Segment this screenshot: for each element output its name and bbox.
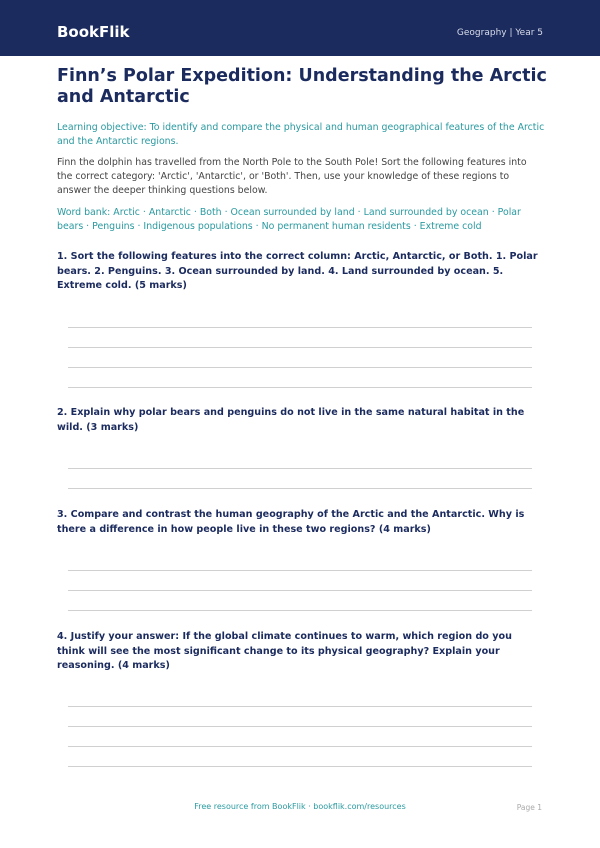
page-number: Page 1	[516, 803, 542, 812]
answer-line[interactable]	[68, 468, 532, 469]
answer-line[interactable]	[68, 766, 532, 767]
answer-line[interactable]	[68, 590, 532, 591]
intro-text: Finn the dolphin has travelled from the North Pole to the South Pole! Sort the following features into the correct category: 'Arctic', 'Antarctic', or 'Both'. Then, use your knowledge of these regions to answer the deeper thinking questions below.	[57, 157, 527, 196]
question-2: 2. Explain why polar bears and penguins do not live in the same natural habitat in the wild. (3 marks)	[57, 407, 525, 433]
answer-line[interactable]	[68, 706, 532, 707]
answer-line[interactable]	[68, 387, 532, 388]
worksheet-title: Finn’s Polar Expedition: Understanding the Arctic and Antarctic	[57, 66, 547, 107]
question-1: 1. Sort the following features into the correct column: Arctic, Antarctic, or Both. 1. Polar bears. 2. Penguins. 3. Ocean surrounded by land. 4. Land surrounded by ocean. 5. Extreme cold. (5 marks)	[57, 251, 538, 291]
answer-line[interactable]	[68, 347, 532, 348]
subject-year-label: Geography | Year 5	[456, 28, 543, 38]
answer-line[interactable]	[68, 746, 532, 747]
question-3: 3. Compare and contrast the human geography of the Arctic and the Antarctic. Why is there a difference in how people live in these two regions? (4 marks)	[57, 509, 525, 535]
learning-objective: Learning objective: To identify and compare the physical and human geographical features of the Arctic and the Antarctic regions.	[57, 122, 545, 147]
word-bank: Word bank: Arctic · Antarctic · Both · Ocean surrounded by land · Land surrounded by ocean · Polar bears · Penguins · Indigenous populations · No permanent human residents · Extreme cold	[57, 207, 521, 232]
answer-line[interactable]	[68, 570, 532, 571]
footer-credit: Free resource from BookFlik · bookflik.com/resources	[194, 802, 406, 811]
answer-line[interactable]	[68, 726, 532, 727]
answer-line[interactable]	[68, 488, 532, 489]
header-bar	[0, 0, 600, 56]
answer-line[interactable]	[68, 610, 532, 611]
brand-logo: BookFlik	[57, 23, 130, 41]
answer-line[interactable]	[68, 327, 532, 328]
answer-line[interactable]	[68, 367, 532, 368]
question-4: 4. Justify your answer: If the global climate continues to warm, which region do you think will see the most significant change to its physical geography? Explain your reasoning. (4 marks)	[57, 631, 512, 671]
